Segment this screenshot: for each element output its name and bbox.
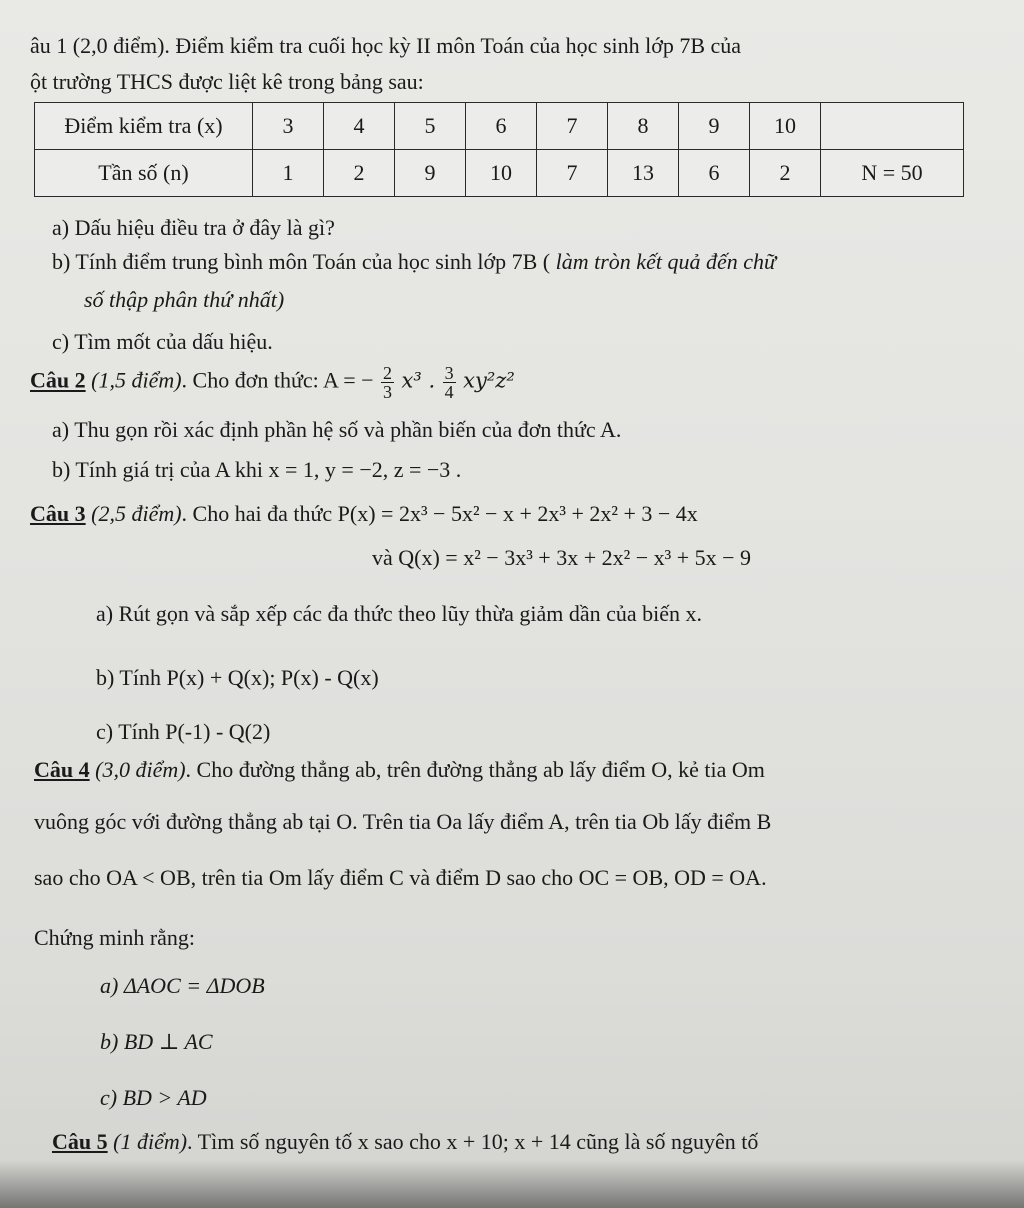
table-cell: 10 [466,150,537,197]
fraction-2-3: $\frac{2}{3}$ [383,363,393,402]
table-cell: 3 [253,103,324,150]
table-cell-total: N = 50 [821,150,964,197]
table-cell [821,103,964,150]
q1-part-a: a) Dấu hiệu điều tra ở đây là gì? [52,215,335,240]
q5-statement: Câu 5 (1 điểm). Tìm số nguyên tố x sao cho x + 10; x + 14 cũng là số nguyên tố [52,1129,759,1154]
fraction-3-4: $\frac{3}{4}$ [444,363,454,402]
q1-line-2: ột trường THCS được liệt kê trong bảng sau: [30,69,424,94]
q2-statement: Câu 2 (1,5 điểm). Cho đơn thức: A = − $\frac{2}{3}$ x³ . $\frac{3}{4}$ xy²z² [30,363,515,402]
table-cell: 9 [395,150,466,197]
q3-part-b: b) Tính P(x) + Q(x); P(x) - Q(x) [96,665,379,690]
table-row-frequency [35,150,964,197]
frequency-table [34,102,964,197]
q4-line-2: vuông góc với đường thẳng ab tại O. Trên tia Oa lấy điểm A, trên tia Ob lấy điểm B [34,809,772,834]
q4-part-b: b) BD ⊥ AC [100,1029,213,1054]
table-cell: 7 [537,150,608,197]
q1-part-c: c) Tìm mốt của dấu hiệu. [52,329,273,354]
table-header-score: Điểm kiểm tra (x) [35,103,253,150]
table-cell: 4 [324,103,395,150]
q4-part-c: c) BD > AD [100,1085,207,1110]
q4-line-1: Câu 4 (3,0 điểm). Cho đường thẳng ab, trên đường thẳng ab lấy điểm O, kẻ tia Om [34,757,765,782]
table-cell: 6 [466,103,537,150]
q4-part-a: a) ΔAOC = ΔDOB [100,973,265,998]
table-cell: 1 [253,150,324,197]
table-cell: 6 [679,150,750,197]
q3-part-c: c) Tính P(-1) - Q(2) [96,719,271,744]
q1-part-b-cont: số thập phân thứ nhất) [84,287,285,312]
q4-prove: Chứng minh rằng: [34,925,196,950]
table-header-frequency: Tần số (n) [35,150,253,197]
q1-line-1: âu 1 (2,0 điểm). Điểm kiểm tra cuối học kỳ II môn Toán của học sinh lớp 7B của [30,33,742,58]
q3-polynomial-q: và Q(x) = x² − 3x³ + 3x + 2x² − x³ + 5x − 9 [372,545,752,570]
table-cell: 13 [608,150,679,197]
q2-part-b: b) Tính giá trị của A khi x = 1, y = −2, z = −3 . [52,457,462,482]
table-cell: 10 [750,103,821,150]
table-cell: 9 [679,103,750,150]
table-cell: 5 [395,103,466,150]
table-cell: 7 [537,103,608,150]
q1-part-b: b) Tính điểm trung bình môn Toán của học sinh lớp 7B ( làm tròn kết quả đến chữ [52,249,776,274]
table-cell: 8 [608,103,679,150]
bottom-shadow [0,1160,1024,1208]
q2-part-a: a) Thu gọn rồi xác định phần hệ số và phần biến của đơn thức A. [52,417,622,442]
q4-line-3: sao cho OA < OB, trên tia Om lấy điểm C và điểm D sao cho OC = OB, OD = OA. [34,865,767,890]
table-cell: 2 [324,150,395,197]
table-row-scores [35,103,964,150]
q3-statement: Câu 3 (2,5 điểm). Cho hai đa thức P(x) = 2x³ − 5x² − x + 2x³ + 2x² + 3 − 4x [30,501,698,526]
q3-part-a: a) Rút gọn và sắp xếp các đa thức theo lũy thừa giảm dần của biến x. [96,601,703,626]
table-cell: 2 [750,150,821,197]
